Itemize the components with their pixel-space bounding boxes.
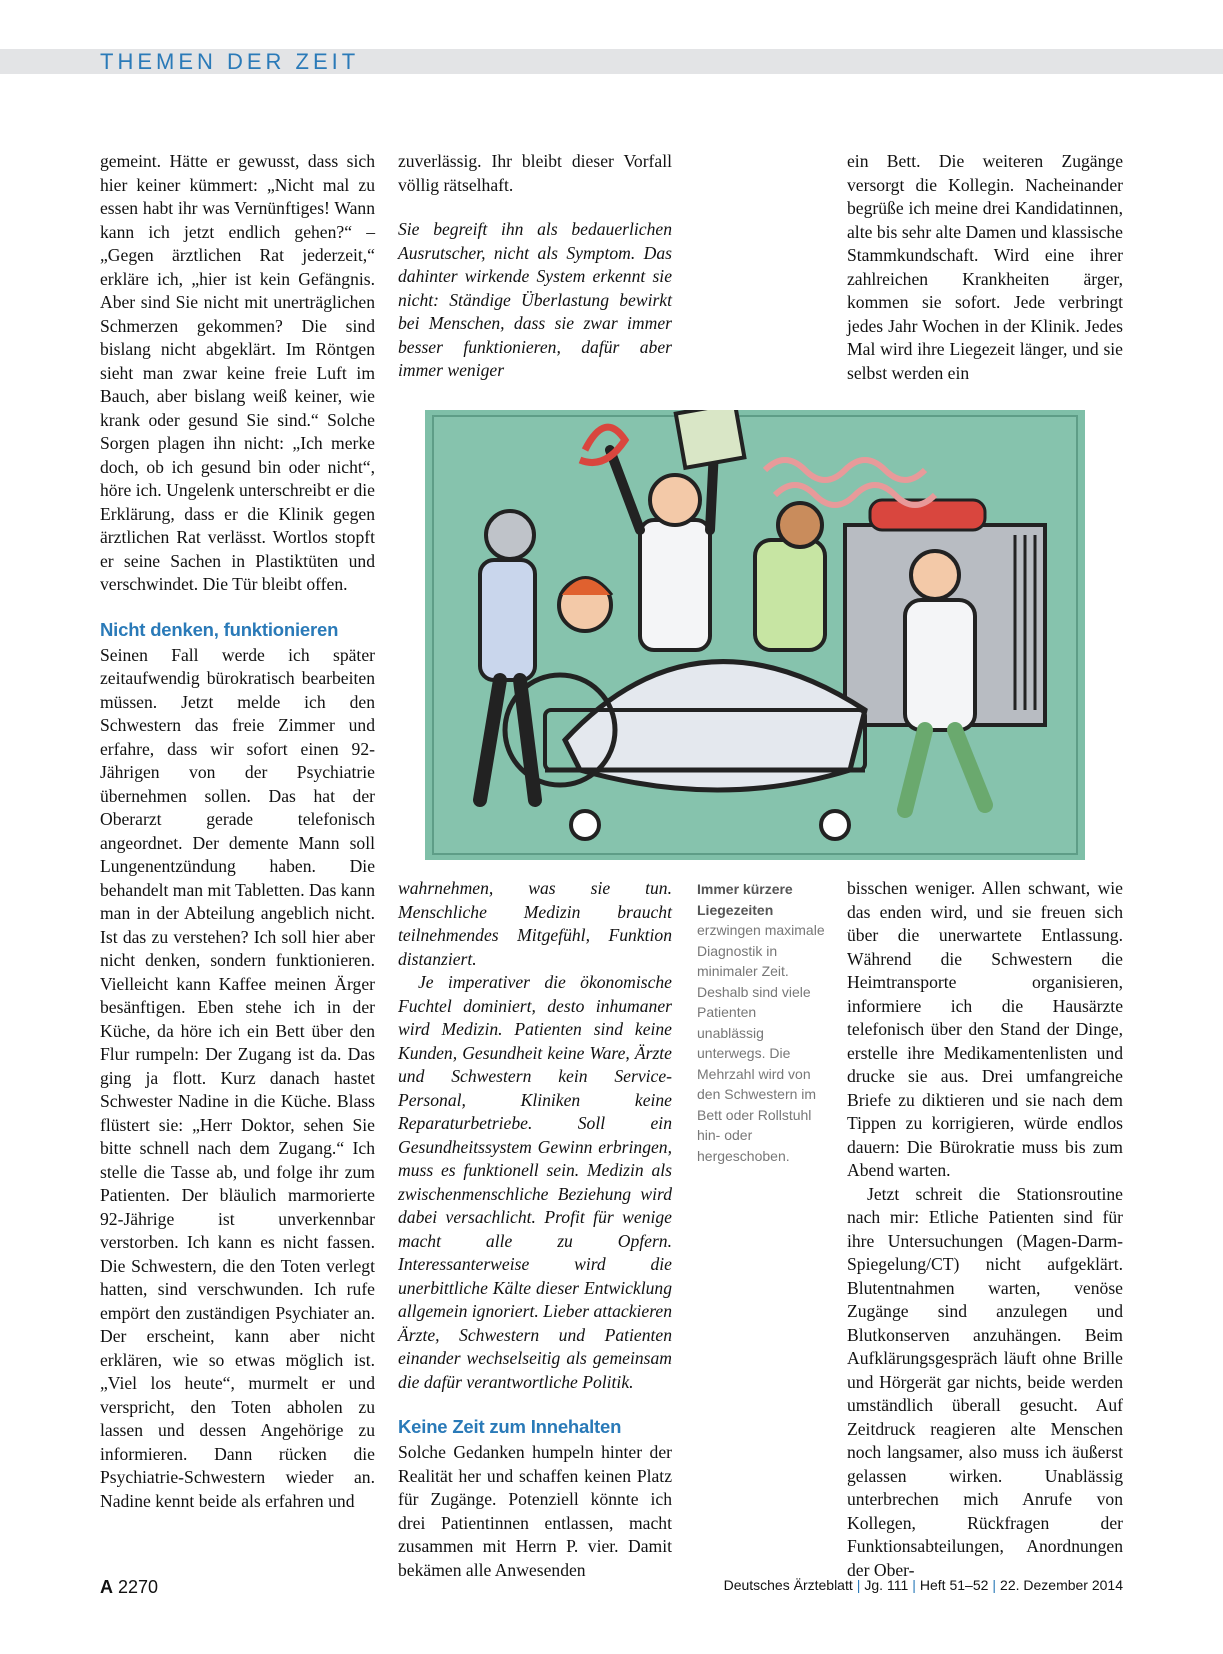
subheading-nicht-denken: Nicht denken, funktionieren: [100, 618, 339, 640]
col2-paragraph-5: Solche Gedanken humpeln hinter der Realität her und schaffen keinen Platz für Zugänge. Potenziell könnte ich drei Patientinnen entlassen, macht zusammen mit Herrn P. vier. Damit bekämen alle Anwesenden: [398, 1442, 672, 1580]
column-3-bottom: [847, 877, 1123, 1582]
col2-paragraph-4: Je imperativer die ökonomische Fuchtel dominiert, desto inhumaner wird Medizin. Patienten sind keine Kunden, Gesundheit keine Ware, Ärzte und Schwestern kein Service-Personal, Kliniken keine Reparaturbetriebe. Soll ein Gesundheitssystem Gewinn erbringen, muss es funktionell sein. Medizin als zwischenmenschliche Beziehung wird dabei versachlicht. Profit für wenige macht alle zu Opfern. Interessanterweise wird die unerbittliche Kälte dieser Entwicklung allgemein ignoriert. Lieber attackieren Ärzte, Schwestern und Patienten einander wechselseitig als gemeinsam die dafür verantwortliche Politik.: [398, 972, 672, 1392]
journal-name: Deutsches Ärzteblatt: [723, 1577, 853, 1593]
col2-paragraph-1: zuverlässig. Ihr bleibt dieser Vorfall völlig rätselhaft.: [398, 151, 672, 195]
page-number: [100, 1577, 158, 1598]
footer-journal-info: Deutsches Ärzteblatt | Jg. 111 | Heft 51–52 | 22. Dezember 2014: [723, 1577, 1123, 1593]
caption-text: erzwingen maximale Diagnostik in minimaler Zeit. Deshalb sind viele Patienten unablässig unterwegs. Die Mehrzahl wird von den Schwestern im Bett oder Rollstuhl hin- oder hergeschoben.: [697, 922, 825, 1164]
col2-paragraph-2: Sie begreift ihn als bedauerlichen Ausrutscher, nicht als Symptom. Das dahinter wirkende System erkennt sie nicht: Ständige Überlastung bewirkt bei Menschen, dass sie zwar immer besser funktionieren, dafür aber immer weniger: [398, 219, 672, 380]
col1-paragraph-1: gemeint. Hätte er gewusst, dass sich hier keiner kümmert: „Nicht mal zu essen habt ihr was Vernünftiges! Wann kann ich jetzt endlich gehen?“ – „Gegen ärztlichen Rat jederzeit,“ erkläre ich, „hier ist kein Gefängnis. Aber sind Sie nicht mit unerträglichen Schmerzen gekommen? Die sind bislang nicht abgeklärt. Im Röntgen sieht man zwar keine freie Luft im Bauch, aber bislang weiß keiner, wie krank oder gesund Sie sind.“ Solche Sorgen plagen ihn nicht: „Ich merke doch, ob ich gesund bin oder nicht“, höre ich. Ungelenk unterschreibt er die Erklärung, dass er die Klinik gegen ärztlichen Rat verlässt. Wortlos stopft er seine Sachen in Plastiktüten und verschwindet. Die Tür bleibt offen.: [100, 151, 375, 594]
col3-paragraph-3: Jetzt schreit die Stationsroutine nach mir: Etliche Patienten sind für ihre Untersuchungen (Magen-Darm-Spiegelung/CT) nicht aufgeklärt. Blutentnahmen warten, venöse Zugänge sind anzulegen und Blutkonserven anzuhängen. Beim Aufklärungsgespräch läuft ohne Brille und Hörgerät gar nichts, beide werden umständlich überall gesucht. Auf Zeitdruck reagieren alte Menschen noch langsamer, also muss ich äußerst gelassen wirken. Unablässig unterbrechen mich Anrufe von Kollegen, Rückfragen der Funktionsabteilungen, Anordnungen der Ober-: [847, 1183, 1123, 1580]
illustration-caption: [697, 879, 825, 1166]
page-prefix: A: [100, 1577, 113, 1597]
journal-date: 22. Dezember 2014: [1000, 1577, 1123, 1593]
col1-paragraph-2: Seinen Fall werde ich später zeitaufwendig bürokratisch bearbeiten müssen. Jetzt melde ich den Schwestern das freie Zimmer und erfahre, dass wir sofort einen 92-Jährigen von der Psychiatrie übernehmen sollen. Das hat der Oberarzt gerade telefonisch angeordnet. Der demente Mann soll Lungenentzündung haben. Die behandelt man mit Tabletten. Das kann man in der Abteilung angeblich nicht. Ist das zu verstehen? Ich soll hier aber nicht denken, sondern funktionieren. Vielleicht kann Kaffee meinen Ärger besänftigen. Eben stehe ich in der Küche, da höre ich ein Bett über den Flur rumpeln: Der Zugang ist da. Das ging ja flott. Kurz danach hastet Schwester Nadine in die Küche. Blass flüstert sie: „Herr Doktor, sehen Sie bitte schnell nach dem Zugang.“ Ich stelle die Tasse ab, und folge ihr zum Patienten. Der bläulich marmorierte 92-Jährige ist unverkennbar verstorben. Ich kann es nicht fassen. Die Schwestern, die den Toten verlegt hatten, sind verschwunden. Ich rufe empört den zuständigen Psychiater an. Der erscheint, kann aber nicht erklären, wie so etwas möglich ist. „Viel los heute“, murmelt er und verspricht, den Toten abholen zu lassen und dessen Angehörige zu informieren. Dann rücken die Psychiatrie-Schwestern wieder an. Nadine kennt beide als erfahren und: [100, 644, 375, 1511]
column-2-bottom: [398, 877, 672, 1582]
subheading-keine-zeit: Keine Zeit zum Innehalten: [398, 1416, 622, 1437]
col2-paragraph-3: wahrnehmen, was sie tun. Menschliche Medizin braucht teilnehmendes Mitgefühl, Funktion distanziert.: [398, 878, 672, 969]
col3-paragraph-1: ein Bett. Die weiteren Zugänge versorgt die Kollegin. Nacheinander begrüße ich meine drei Kandidatinnen, alte bis sehr alte Damen und klassische Stammkundschaft. Wird eine ihrer zahlreichen Krankheiten ärger, kommen sie sofort. Jede verbringt jedes Jahr Wochen in der Klinik. Jedes Mal wird ihre Liegezeit länger, und sie selbst werden ein: [847, 151, 1123, 383]
journal-volume: Jg. 111: [864, 1577, 909, 1593]
col3-paragraph-2: bisschen weniger. Allen schwant, wie das enden wird, und sie freuen sich über die unerwartete Entlassung. Während die Schwestern die Heimtransporte organisieren, informiere ich die Hausärzte telefonisch über den Stand der Dinge, erstelle ihre Medikamentenlisten und drucke sie aus. Drei umfangreiche Briefe zu diktieren und sie nach dem Tippen zu korrigieren, würde endlos dauern: Die Bürokratie muss bis zum Abend warten.: [847, 878, 1123, 1180]
journal-issue: Heft 51–52: [919, 1577, 989, 1593]
page-number-value: 2270: [118, 1577, 159, 1597]
column-1: [100, 150, 375, 1513]
column-3-top: [847, 150, 1123, 385]
hospital-bed-illustration: [425, 410, 1085, 860]
section-title: THEMEN DER ZEIT: [100, 49, 360, 74]
column-2-top: [398, 150, 672, 383]
caption-bold: Immer kürzere Liegezeiten: [697, 881, 793, 918]
